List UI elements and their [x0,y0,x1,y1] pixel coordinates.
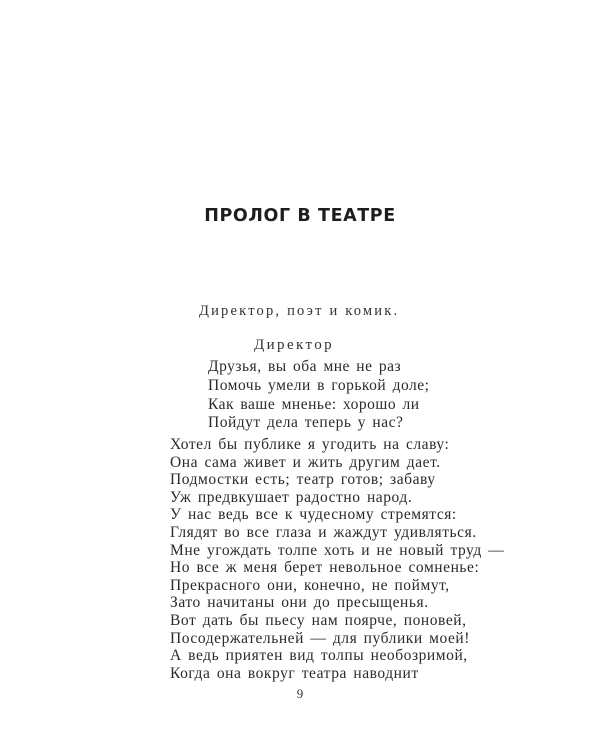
page-number: 9 [296,686,304,701]
verse-line: Подмостки есть; театр готов; забаву [170,471,436,489]
verse-line: Как ваше мненье: хорошо ли [208,395,420,413]
verse-line: Друзья, вы оба мне не раз [208,358,402,375]
verse-line: Мне угождать толпе хоть и не новый труд — [170,541,505,559]
verse-line: Она сама живет и жить другим дает. [170,453,441,471]
cast-list: Директор, поэт и комик. [199,303,400,319]
verse-line: Вот дать бы пьесу нам поярче, поновей, [170,611,467,629]
verse-line: Посодержательней — для публики моей! [170,629,470,647]
verse-line: У нас ведь все к чудесному стремятся: [170,506,457,524]
verse-line: Уж предвкушает радостно народ. [170,488,413,506]
verse-line: Прекрасного они, конечно, не поймут, [170,576,450,594]
stanza-2 [170,436,504,682]
speaker-name: Директор [254,337,335,353]
verse-line: Пойдут дела теперь у нас? [208,414,404,432]
verse-line: Хотел бы публике я угодить на славу: [170,436,450,453]
verse-line: Глядят во все глаза и жаждут удивляться. [170,523,477,541]
verse-line: Когда она вокруг театра наводнит [170,664,419,682]
verse-line: Но все ж меня берет невольное сомненье: [170,559,480,577]
verse-line: Зато начитаны они до пресыщенья. [170,594,429,612]
chapter-title: ПРОЛОГ В ТЕАТРЕ [204,206,396,226]
stanza-1 [208,358,429,433]
verse-line: А ведь приятен вид толпы необозримой, [170,647,468,665]
verse-line: Помочь умели в горькой доле; [208,376,430,394]
